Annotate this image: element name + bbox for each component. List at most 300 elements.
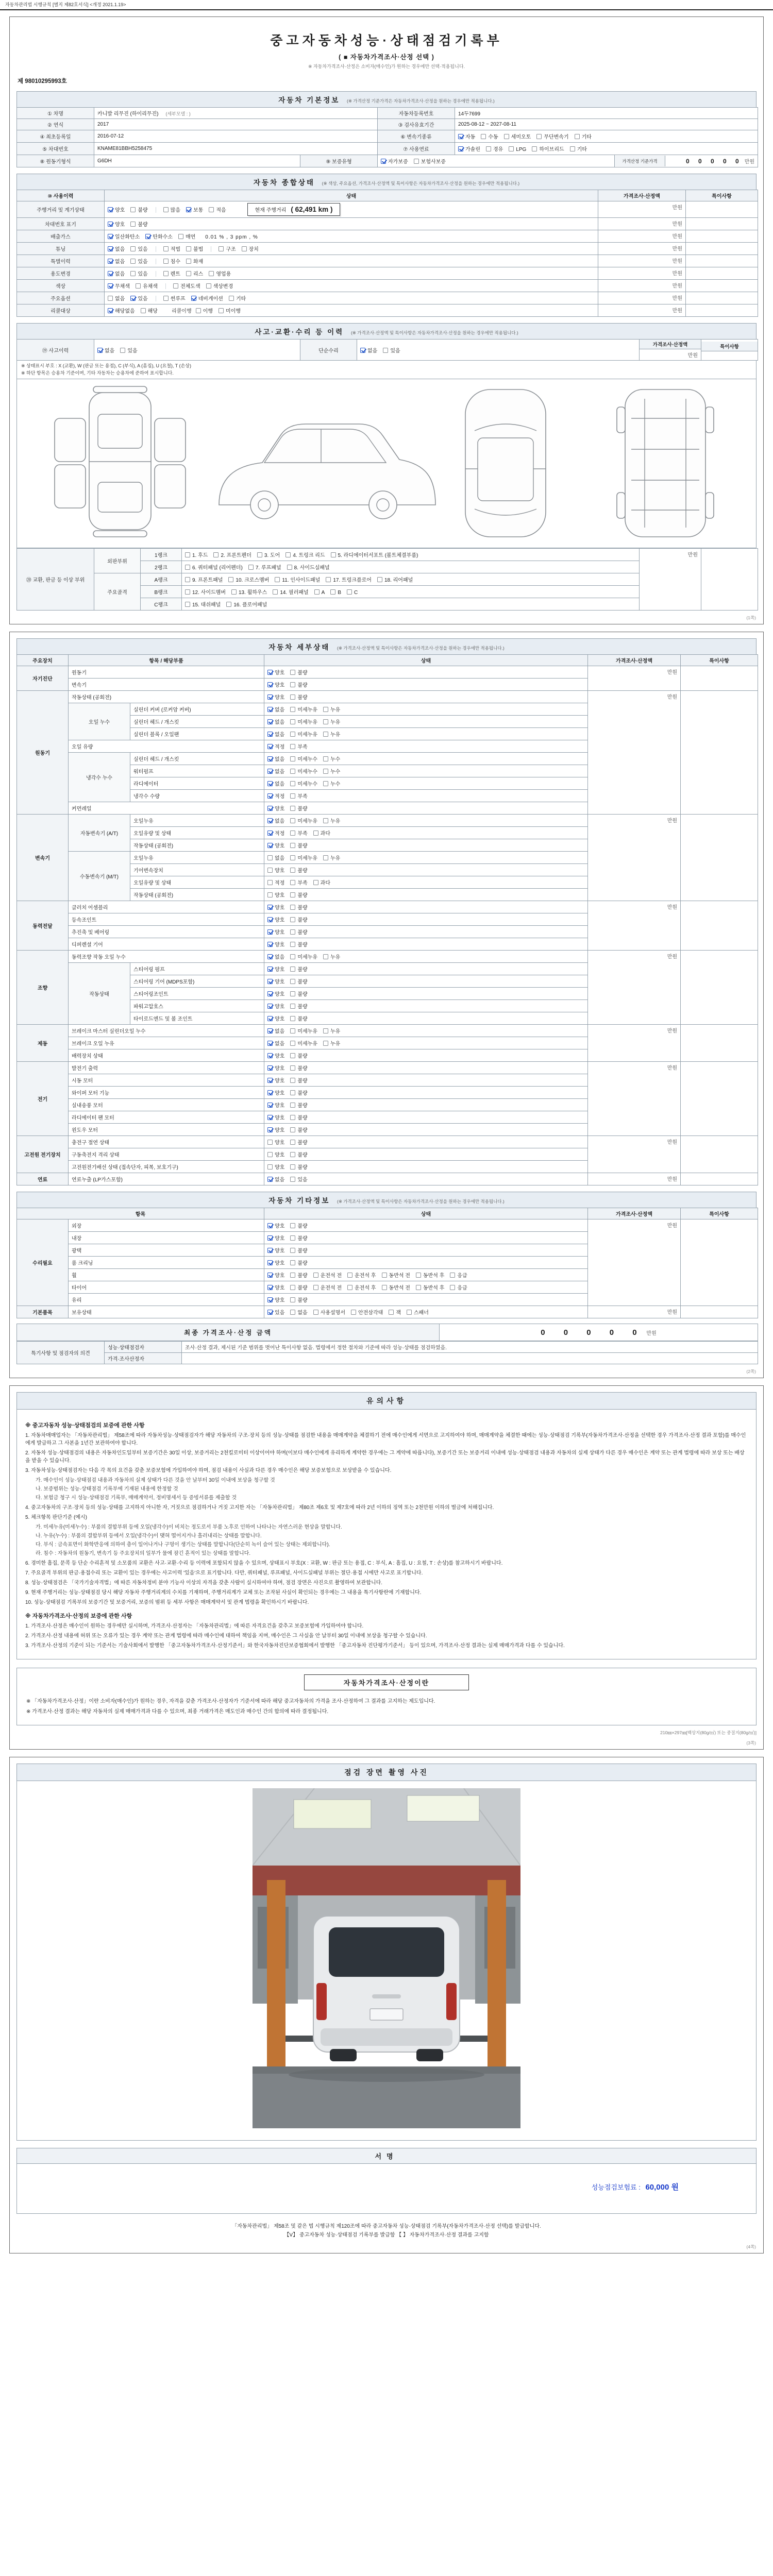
checkbox-option[interactable] <box>407 1308 429 1316</box>
checkbox-option[interactable] <box>267 1271 284 1279</box>
checkbox-option[interactable] <box>323 854 340 861</box>
usage-item-label: 배출가스 <box>17 230 105 243</box>
checkbox-option[interactable] <box>257 551 280 558</box>
section-title: 사고·교환·수리 등 이력 <box>255 328 344 336</box>
checkbox-option[interactable] <box>267 718 284 725</box>
checkbox-option[interactable] <box>219 245 236 252</box>
checkbox-option[interactable] <box>323 767 340 775</box>
checkbox-option[interactable] <box>290 755 317 762</box>
checkbox-option[interactable] <box>290 1259 307 1266</box>
checked-checkbox-icon <box>267 707 273 712</box>
checked-checkbox-icon <box>267 831 273 836</box>
section-detail-header <box>16 638 757 654</box>
checkbox-option[interactable] <box>186 245 203 252</box>
checkbox-option[interactable] <box>331 551 418 558</box>
unchecked-checkbox-icon <box>185 602 190 607</box>
checkbox-option[interactable] <box>228 575 269 583</box>
checkbox-option[interactable] <box>458 145 480 152</box>
price-cell: 만원 <box>588 901 681 951</box>
unchecked-checkbox-icon <box>209 271 214 276</box>
checkbox-option[interactable] <box>219 307 241 314</box>
checkbox-option[interactable] <box>145 232 173 240</box>
checkbox-label: 미세누유 <box>297 955 317 960</box>
checkbox-option[interactable] <box>267 1163 284 1171</box>
checkbox-option[interactable] <box>313 829 330 837</box>
checkbox-option[interactable] <box>191 294 223 302</box>
checkbox-option[interactable] <box>290 854 317 861</box>
checkbox-option[interactable] <box>267 841 284 849</box>
rank-items <box>182 586 640 598</box>
checkbox-option[interactable] <box>377 575 413 583</box>
unchecked-checkbox-icon <box>290 1053 295 1058</box>
checkbox-option[interactable] <box>130 220 147 228</box>
notice-sub-item: 나. 누유(누수) : 부품의 결합부위 등에서 오일(냉각수)이 맺혀 떨어지거나 흘러내리는 상태를 말합니다. <box>36 1533 262 1539</box>
checkbox-option[interactable] <box>267 1064 284 1072</box>
checkbox-option[interactable] <box>290 1064 307 1072</box>
checkbox-option[interactable] <box>273 588 308 596</box>
checkbox-option[interactable] <box>130 257 147 265</box>
checkbox-option[interactable] <box>290 1052 307 1059</box>
checkbox-option[interactable] <box>290 1308 307 1316</box>
checkbox-option[interactable] <box>323 1039 340 1047</box>
checkbox-option[interactable] <box>326 575 372 583</box>
device-item-name: 실린더 헤드 / 개스킷 <box>130 716 264 728</box>
checkbox-option[interactable] <box>267 1089 284 1096</box>
checkbox-option[interactable] <box>313 1271 342 1279</box>
checkbox-option[interactable] <box>186 206 203 213</box>
checkbox-option[interactable] <box>267 1283 284 1291</box>
checkbox-option[interactable] <box>290 1175 307 1183</box>
checkbox-option[interactable] <box>267 1246 284 1254</box>
checkbox-option[interactable] <box>267 1234 284 1242</box>
checkbox-option[interactable] <box>290 779 317 787</box>
unchecked-checkbox-icon <box>186 271 191 276</box>
unchecked-checkbox-icon <box>178 234 183 239</box>
checkbox-option[interactable] <box>323 1027 340 1035</box>
checked-checkbox-icon <box>97 348 103 353</box>
checkbox-option[interactable] <box>267 891 284 899</box>
checkbox-option[interactable] <box>532 145 564 152</box>
checkbox-option[interactable] <box>330 589 341 596</box>
checkbox-option[interactable] <box>290 1296 307 1303</box>
checkbox-option[interactable] <box>108 294 125 302</box>
checkbox-option[interactable] <box>323 953 340 960</box>
device-item-state <box>264 938 588 951</box>
checkbox-option[interactable] <box>267 1222 284 1229</box>
checkbox-label: 없음 <box>275 856 285 861</box>
checkbox-option[interactable] <box>267 1101 284 1109</box>
checkbox-option[interactable] <box>323 817 340 824</box>
checkbox-option[interactable] <box>285 551 325 558</box>
checkbox-option[interactable] <box>323 755 340 762</box>
unchecked-checkbox-icon <box>290 991 295 996</box>
note-cell <box>701 549 758 611</box>
checkbox-option[interactable] <box>267 1076 284 1084</box>
unchecked-checkbox-icon <box>273 589 278 595</box>
car-name-value <box>94 108 378 119</box>
checkbox-option[interactable] <box>163 294 186 302</box>
checkbox-option[interactable] <box>163 206 180 213</box>
checkbox-option[interactable] <box>267 681 284 688</box>
checkbox-option[interactable] <box>416 1271 444 1279</box>
checkbox-label: A <box>321 590 325 596</box>
checkbox-label: 양호 <box>275 1066 285 1072</box>
checked-checkbox-icon <box>267 991 273 996</box>
device-item-name: 외장 <box>69 1219 264 1232</box>
checkbox-option[interactable] <box>267 953 284 960</box>
checkbox-option[interactable] <box>108 232 140 240</box>
checkbox-option[interactable] <box>290 693 307 701</box>
checkbox-option[interactable] <box>323 705 340 713</box>
checkbox-label: 자동 <box>465 134 476 140</box>
device-item-name: 광택 <box>69 1244 264 1257</box>
checkbox-option[interactable] <box>290 1283 307 1291</box>
checkbox-option[interactable] <box>267 1259 284 1266</box>
checkbox-option[interactable] <box>226 600 267 608</box>
checkbox-label: 누수 <box>330 782 341 787</box>
checkbox-option[interactable] <box>290 1150 307 1158</box>
checkbox-option[interactable] <box>178 232 195 240</box>
checkbox-option[interactable] <box>185 551 208 558</box>
checkbox-option[interactable] <box>323 779 340 787</box>
device-item-name: 스티어링 펌프 <box>130 963 264 975</box>
checkbox-option[interactable] <box>450 1271 467 1279</box>
checkbox-option[interactable] <box>381 157 408 165</box>
checkbox-option[interactable] <box>206 282 233 290</box>
checkbox-option[interactable] <box>570 145 587 152</box>
checkbox-label: 양호 <box>275 670 285 676</box>
checkbox-option[interactable] <box>267 705 284 713</box>
checkbox-option[interactable] <box>486 145 503 152</box>
checkbox-option[interactable] <box>290 829 307 837</box>
checkbox-option[interactable] <box>458 132 475 140</box>
checkbox-label: 적정 <box>275 880 285 886</box>
unchecked-checkbox-icon <box>136 283 141 289</box>
checkbox-option[interactable] <box>248 563 281 571</box>
checkbox-option[interactable] <box>120 346 137 354</box>
checkbox-option[interactable] <box>267 878 284 886</box>
checkbox-label: 누유 <box>330 819 341 824</box>
checkbox-option[interactable] <box>290 953 317 960</box>
col-usage-history: ⑩ 사용이력 <box>17 190 105 201</box>
checkbox-option[interactable] <box>267 965 284 973</box>
col-note: 특이사항 <box>686 190 758 201</box>
checkbox-option[interactable] <box>290 767 317 775</box>
checkbox-option[interactable] <box>209 269 231 277</box>
checkbox-option[interactable] <box>186 269 203 277</box>
unchecked-checkbox-icon <box>141 308 146 313</box>
rank-name: A랭크 <box>141 573 182 586</box>
checkbox-option[interactable] <box>108 245 125 252</box>
checkbox-option[interactable] <box>290 1113 307 1121</box>
device-item-name: 실내송풍 모터 <box>69 1099 264 1111</box>
checkbox-option[interactable] <box>267 730 284 738</box>
checkbox-option[interactable] <box>313 1308 345 1316</box>
signature-area[interactable] <box>17 2164 756 2213</box>
device-item-name: 라디에이터 <box>130 777 264 790</box>
checkbox-option[interactable] <box>267 767 284 775</box>
checkbox-option[interactable] <box>290 903 307 911</box>
checkbox-option[interactable] <box>290 817 317 824</box>
checked-checkbox-icon <box>267 682 273 687</box>
checkbox-option[interactable] <box>130 245 147 252</box>
checkbox-option[interactable] <box>290 804 307 812</box>
checkbox-option[interactable] <box>267 866 284 874</box>
checkbox-option[interactable] <box>290 977 307 985</box>
unchecked-checkbox-icon <box>416 1285 421 1290</box>
device-item-name: 충전구 절연 상태 <box>69 1136 264 1148</box>
checkbox-option[interactable] <box>382 1283 410 1291</box>
checkbox-option[interactable] <box>290 1027 317 1035</box>
checkbox-label: 17. 트렁크플로어 <box>333 578 372 583</box>
checkbox-label: 네비게이션 <box>198 296 223 302</box>
checkbox-option[interactable] <box>290 1076 307 1084</box>
checkbox-option[interactable] <box>108 307 135 314</box>
notice-part-title: ※ 중고자동차 성능·상태점검의 보증에 관한 사항 <box>25 1422 145 1429</box>
checkbox-option[interactable] <box>242 245 259 252</box>
checkbox-option[interactable] <box>347 1271 376 1279</box>
checkbox-option[interactable] <box>267 1175 284 1183</box>
checkbox-option[interactable] <box>267 1002 284 1010</box>
checkbox-label: 스패너 <box>413 1310 429 1316</box>
checkbox-option[interactable] <box>173 282 200 290</box>
checkbox-option[interactable] <box>290 866 307 874</box>
checkbox-option[interactable] <box>347 589 358 596</box>
checkbox-option[interactable] <box>267 1138 284 1146</box>
checkbox-option[interactable] <box>290 668 307 676</box>
checkbox-option[interactable] <box>267 817 284 824</box>
checkbox-option[interactable] <box>509 146 526 152</box>
checkbox-option[interactable] <box>389 1308 401 1316</box>
checkbox-option[interactable] <box>185 588 226 596</box>
device-item-state <box>264 1173 588 1185</box>
checkbox-option[interactable] <box>290 891 307 899</box>
checked-checkbox-icon <box>267 793 273 799</box>
checked-checkbox-icon <box>145 234 150 239</box>
unchecked-checkbox-icon <box>382 1285 387 1290</box>
checkbox-option[interactable] <box>130 206 147 213</box>
checkbox-option[interactable] <box>108 206 125 213</box>
notice-sub-item: 가. 매수인이 성능·상태점검 내용과 자동차의 실제 상태가 다른 것을 안 날부터 30일 이내에 보상을 청구할 것 <box>36 1478 275 1483</box>
checkbox-option[interactable] <box>108 257 125 265</box>
checkbox-option[interactable] <box>267 755 284 762</box>
checkbox-option[interactable] <box>267 977 284 985</box>
simple-repair-options <box>357 340 640 361</box>
checkbox-option[interactable] <box>290 990 307 997</box>
checkbox-option[interactable] <box>267 1308 284 1316</box>
checkbox-option[interactable] <box>267 928 284 936</box>
unchecked-checkbox-icon <box>290 1152 295 1157</box>
notice-sub-item: 라. 침수 : 자동차의 원동기, 변속기 등 주요장치의 일부가 물에 잠긴 흔적이 있는 상태를 말합니다. <box>36 1551 251 1556</box>
checkbox-option[interactable] <box>481 132 498 140</box>
checkbox-option[interactable] <box>290 1014 307 1022</box>
checkbox-label: 없음 <box>115 272 125 277</box>
checkbox-option[interactable] <box>450 1283 467 1291</box>
checkbox-option[interactable] <box>267 693 284 701</box>
device-item-state <box>264 1232 588 1244</box>
checkbox-option[interactable] <box>314 589 325 596</box>
checkbox-option[interactable] <box>290 1138 307 1146</box>
checkbox-option[interactable] <box>130 269 147 277</box>
checkbox-option[interactable] <box>209 206 226 213</box>
checkbox-option[interactable] <box>290 730 317 738</box>
checkbox-option[interactable] <box>290 1246 307 1254</box>
checkbox-option[interactable] <box>267 1039 284 1047</box>
checkbox-option[interactable] <box>416 1283 444 1291</box>
col-note: 특이사항 <box>701 342 758 351</box>
checkbox-option[interactable] <box>414 157 446 165</box>
checkbox-label: 없음 <box>297 1310 308 1316</box>
checkbox-option[interactable] <box>323 718 340 725</box>
checkbox-option[interactable] <box>130 294 147 302</box>
checkbox-option[interactable] <box>185 575 223 583</box>
checkbox-option[interactable] <box>267 779 284 787</box>
checkbox-option[interactable] <box>382 1271 410 1279</box>
unchecked-checkbox-icon <box>323 756 328 761</box>
checkbox-option[interactable] <box>290 705 317 713</box>
checkbox-label: 없음 <box>115 247 125 252</box>
checkbox-option[interactable] <box>267 990 284 997</box>
checkbox-option[interactable] <box>231 588 267 596</box>
checkbox-option[interactable] <box>186 257 203 265</box>
checkbox-option[interactable] <box>290 792 307 800</box>
checkbox-option[interactable] <box>290 718 317 725</box>
checkbox-option[interactable] <box>267 804 284 812</box>
checkbox-option[interactable] <box>290 1089 307 1096</box>
checkbox-option[interactable] <box>267 1027 284 1035</box>
checkbox-option[interactable] <box>536 132 568 140</box>
device-item-name: 작동상태 (공회전) <box>130 839 264 852</box>
checkbox-option[interactable] <box>575 132 592 140</box>
checkbox-option[interactable] <box>267 1296 284 1303</box>
checkbox-label: 사용설명서 <box>320 1310 345 1316</box>
car-diagrams <box>16 379 757 548</box>
checkbox-label: 양호 <box>275 1285 285 1291</box>
device-item-state <box>264 839 588 852</box>
checkbox-option[interactable] <box>290 1271 307 1279</box>
checkbox-option[interactable] <box>267 903 284 911</box>
checkbox-option[interactable] <box>287 563 330 571</box>
checkbox-option[interactable] <box>185 563 243 571</box>
notice-item: 1. 자동차매매업자는 「자동차관리법」 제58조에 따라 자동차성능·상태점검자가 해당 자동차의 구조·장치 등의 성능·상태를 점검한 내용을 매매계약을 체결하기 전에 매수인에게 서면으로 고지하여야 하며, 매매계약을 체결한 때에는 성능·상태점검 기록부(자동차가격조사·산정을 선택한 경우 가격조사·산정 결과 포함)를 매수인에게 발급하고 그 사본을 1년간 보관하여야 합니다. <box>25 1433 746 1446</box>
checkbox-label: 없음 <box>275 769 285 775</box>
device-item-state <box>264 963 588 975</box>
unchecked-checkbox-icon <box>226 602 231 607</box>
checkbox-option[interactable] <box>290 1039 317 1047</box>
checkbox-option[interactable] <box>290 1101 307 1109</box>
accident-label: ⑲ 사고이력 <box>17 340 94 361</box>
checkbox-option[interactable] <box>267 792 284 800</box>
checkbox-option[interactable] <box>267 940 284 948</box>
checkbox-option[interactable] <box>213 551 251 558</box>
checked-checkbox-icon <box>108 259 113 264</box>
checkbox-option[interactable] <box>360 346 377 354</box>
checkbox-option[interactable] <box>290 878 307 886</box>
checkbox-option[interactable] <box>97 346 114 354</box>
checkbox-option[interactable] <box>267 668 284 676</box>
checkbox-option[interactable] <box>229 294 246 302</box>
checkbox-option[interactable] <box>267 1126 284 1133</box>
checkbox-option[interactable] <box>290 965 307 973</box>
unchecked-checkbox-icon <box>120 348 125 353</box>
checkbox-option[interactable] <box>196 307 213 314</box>
checkbox-option[interactable] <box>313 878 330 886</box>
device-item-state <box>264 1099 588 1111</box>
unchecked-checkbox-icon <box>290 781 295 786</box>
usage-item-state <box>105 201 598 218</box>
checkbox-option[interactable] <box>290 681 307 688</box>
checkbox-option[interactable] <box>267 1052 284 1059</box>
checkbox-option[interactable] <box>267 916 284 923</box>
checked-checkbox-icon <box>267 806 273 811</box>
checkbox-label: 불법 <box>193 247 204 252</box>
unchecked-checkbox-icon <box>331 552 336 557</box>
outer-panel-label: 외판부위 <box>94 549 141 573</box>
note-empty <box>701 351 758 359</box>
checkbox-label: 불량 <box>297 1016 308 1022</box>
checkbox-option[interactable] <box>267 1113 284 1121</box>
checkbox-label: 누유 <box>330 955 341 960</box>
unchecked-checkbox-icon <box>267 1140 273 1145</box>
checkbox-option[interactable] <box>290 940 307 948</box>
checkbox-option[interactable] <box>275 575 320 583</box>
checkbox-option[interactable] <box>290 1126 307 1133</box>
checkbox-option[interactable] <box>504 132 531 140</box>
checkbox-option[interactable] <box>383 346 400 354</box>
checkbox-label: 없음 <box>275 720 285 725</box>
checkbox-option[interactable] <box>323 730 340 738</box>
device-item-name: 오일 유량 <box>69 740 264 753</box>
checkbox-option[interactable] <box>108 269 125 277</box>
checkbox-option[interactable] <box>290 1002 307 1010</box>
checkbox-option[interactable] <box>163 269 180 277</box>
checkbox-option[interactable] <box>141 307 158 314</box>
checkbox-option[interactable] <box>163 245 180 252</box>
checkbox-option[interactable] <box>136 282 158 290</box>
checkbox-option[interactable] <box>267 1150 284 1158</box>
price-cell: 만원 <box>588 666 681 691</box>
checkbox-option[interactable] <box>290 841 307 849</box>
checkbox-option[interactable] <box>290 1222 307 1229</box>
checkbox-option[interactable] <box>267 742 284 750</box>
checkbox-option[interactable] <box>351 1308 383 1316</box>
unchecked-checkbox-icon <box>290 929 295 935</box>
checkbox-option[interactable] <box>290 1234 307 1242</box>
checkbox-option[interactable] <box>267 854 284 861</box>
checkbox-option[interactable] <box>290 742 307 750</box>
checkbox-option[interactable] <box>267 1014 284 1022</box>
checkbox-option[interactable] <box>108 282 130 290</box>
checkbox-option[interactable] <box>290 1163 307 1171</box>
checked-checkbox-icon <box>267 954 273 959</box>
opinion-row-1 <box>17 1342 758 1353</box>
checkbox-label: 양호 <box>275 1140 285 1146</box>
checkbox-option[interactable] <box>185 600 221 608</box>
checkbox-option[interactable] <box>290 928 307 936</box>
checkbox-label: 불량 <box>297 868 308 874</box>
checkbox-option[interactable] <box>163 257 180 265</box>
checkbox-option[interactable] <box>290 916 307 923</box>
checkbox-option[interactable] <box>267 829 284 837</box>
checkbox-option[interactable] <box>108 220 125 228</box>
notice-item: 8. 성능·상태점검은 「국가기술자격법」에 따른 자동차정비 분야 기능사 이상의 자격을 갖춘 사람이 실시하여야 하며, 점검 장면은 사진으로 촬영하여 보관합니다. <box>25 1580 383 1586</box>
checkbox-label: 양호 <box>275 1103 285 1109</box>
fee-value: 60,000 원 <box>645 2183 679 2192</box>
checkbox-label: 5. 라디에이터서포트 (볼트체결부품) <box>338 553 418 558</box>
checkbox-option[interactable] <box>347 1283 376 1291</box>
checkbox-option[interactable] <box>313 1283 342 1291</box>
engine-value: G6DH <box>94 155 300 167</box>
